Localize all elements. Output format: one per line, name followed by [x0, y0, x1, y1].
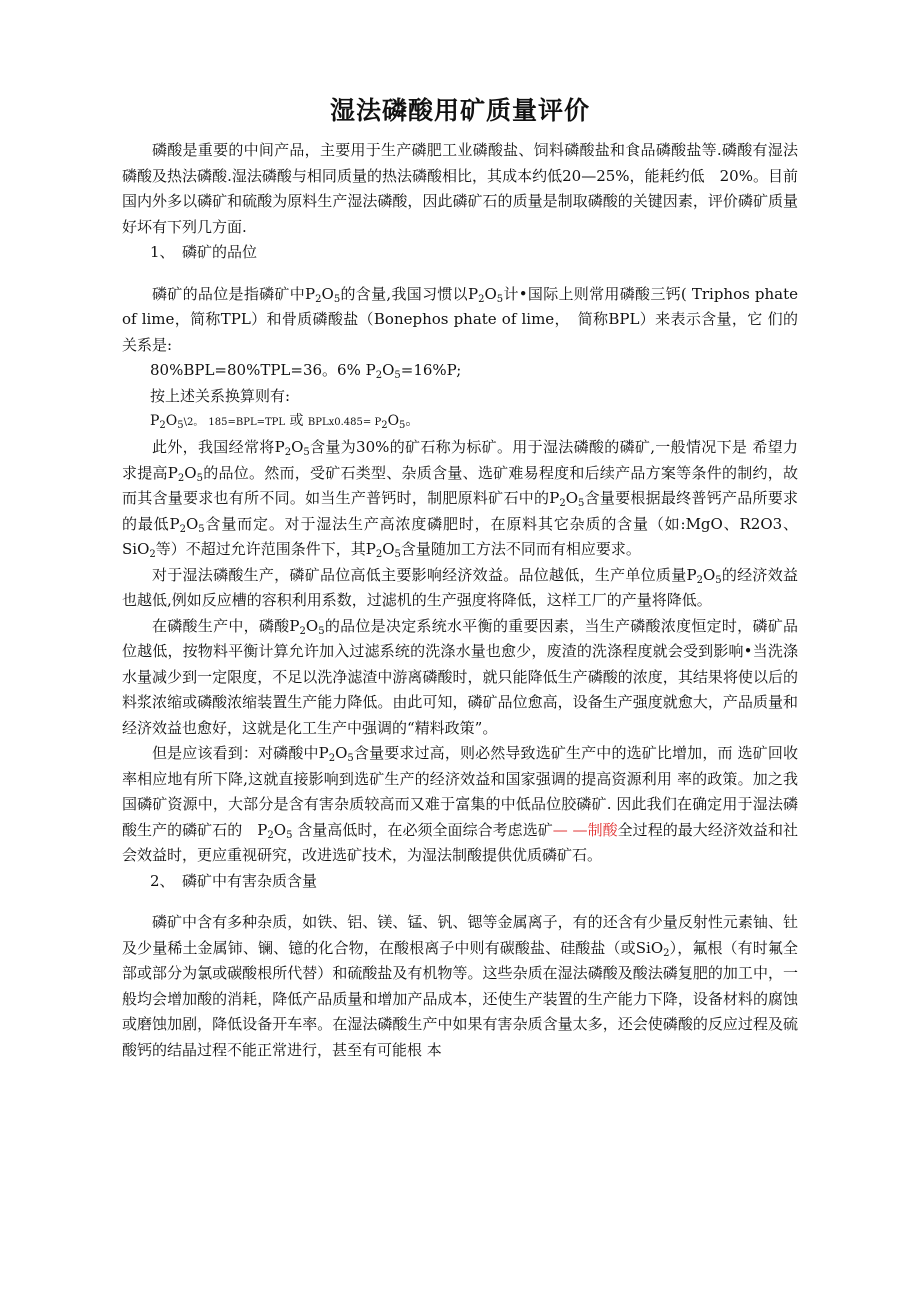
intro-paragraph: 磷酸是重要的中间产品，主要用于生产磷肥工业磷酸盐、饲料磷酸盐和食品磷酸盐等.磷酸有湿法磷酸及热法磷酸.湿法磷酸与相同质量的热法磷酸相比，其成本约低20—25%，能耗约低 20%。目前国内外多以磷矿和硫酸为原料生产湿法磷酸，因此磷矿石的质量是制取磷酸的关键因素，评价磷矿质量好坏有下列几方面.	[122, 141, 798, 236]
section-heading-impurities: 2、 磷矿中有害杂质含量	[150, 871, 318, 890]
calc-intro-text: 按上述关系换算则有:	[150, 386, 291, 405]
standard-ore-paragraph: 此外，我国经常将$P_2O_5$含量为30%的矿石称为标矿。用于湿法磷酸的磷矿,一般情况下是 希望力求提高$P_2O_5$的品位。然而，受矿石类型、杂质含量、选矿难易程度和后续产品方案等条件的制约，故而其含量要求也有所不同。如当生产普钙时，制肥原料矿石中的$P_2O_5$含量要根据最终普钙产品所要求的最低$P_2O_5$含量而定。对于湿法生产高浓度磷肥时，在原料其它杂质的含量（如:MgO、R2O3、SiO$_2$等）不超过允许范围条件下，其$P_2O_5$含量随加工方法不同而有相应要求。	[122, 438, 799, 560]
economic-benefit-paragraph: 对于湿法磷酸生产，磷矿品位高低主要影响经济效益。品位越低，生产单位质量$P_2O_5$的经济效益也越低,例如反应槽的容积利用系数，过滤机的生产强度将降低，这样工厂的产量将降低。	[122, 565, 798, 609]
section-heading-grade: 1、 磷矿的品位	[150, 243, 258, 261]
impurities-paragraph: 磷矿中含有多种杂质，如铁、铝、镁、锰、钒、锶等金属离子，有的还含有少量反射性元素铀、钍及少量稀土金属铈、镧、镱的化合物，在酸根离子中则有碳酸盐、硅酸盐（或SiO$_2$），氟根（有时氟全部或部分为氯或碳酸根所代替）和硫酸盐及有机物等。这些杂质在湿法磷酸及酸法磷复肥的加工中，一般均会增加酸的消耗，降低产品质量和增加产品成本，还使生产装置的生产能力下降，设备材料的腐蚀或磨蚀加剧，降低设备开车率。在湿法磷酸生产中如果有害杂质含量太多，还会使磷酸的反应过程及硫酸钙的结晶过程不能正常进行，甚至有可能根 本	[122, 913, 798, 1059]
grade-definition-paragraph: 磷矿的品位是指磷矿中$P_2O_5$的含量,我国习惯以$P_2O_5$计•国际上则常用磷酸三钙( Triphos phate of lime，简称TPL）和骨质磷酸盐（Bonephos phate of lime， 简称BPL）来表示含量，它 们的关系是:	[122, 284, 798, 354]
highlighted-text: — —制酸	[552, 820, 618, 839]
beneficiation-paragraph: 但是应该看到：对磷酸中$P_2O_5$含量要求过高，则必然导致选矿生产中的选矿比增加，而 选矿回收率相应地有所下降,这就直接影响到选矿生产的经济效益和国家强调的提高资源利用 率的政策。加之我国磷矿资源中，大部分是含有害杂质较高而又难于富集的中低品位胶磷矿. 因此我们在确定用于湿法磷酸生产的磷矿石的 $P_2O_5$ 含量高低时，在必须全面综合考虑选矿— —制酸全过程的最大经济效益和社会效益时，更应重视研究，改进选矿技术，为湿法制酸提供优质磷矿石。	[122, 744, 798, 864]
conversion-calculation: $P_2O_5\backslash 2$。 185=BPL=TPL 或 BPLx0.485= $P_2O_5$。	[150, 413, 420, 431]
conversion-formula: 80%BPL=80%TPL=36。6% $P_2O_5=16\%P$;	[150, 361, 462, 381]
document-page	[122, 0, 798, 1063]
water-balance-paragraph: 在磷酸生产中，磷酸$P_2O_5$的品位是决定系统水平衡的重要因素，当生产磷酸浓度恒定时，磷矿品位越低，按物料平衡计算允许加入过滤系统的洗涤水量也愈少，废渣的洗涤程度就会受到影响•当洗涤水量减少到一定限度，不足以洗净滤渣中游离磷酸时，就只能降低生产磷酸的浓度，其结果将使以后的料浆浓缩或磷酸浓缩装置生产能力降低。由此可知，磷矿品位愈高，设备生产强度就愈大，产品质量和经济效益也愈好，这就是化工生产中强调的“精料政策”。	[122, 616, 798, 737]
document-title: 湿法磷酸用矿质量评价	[329, 96, 590, 125]
